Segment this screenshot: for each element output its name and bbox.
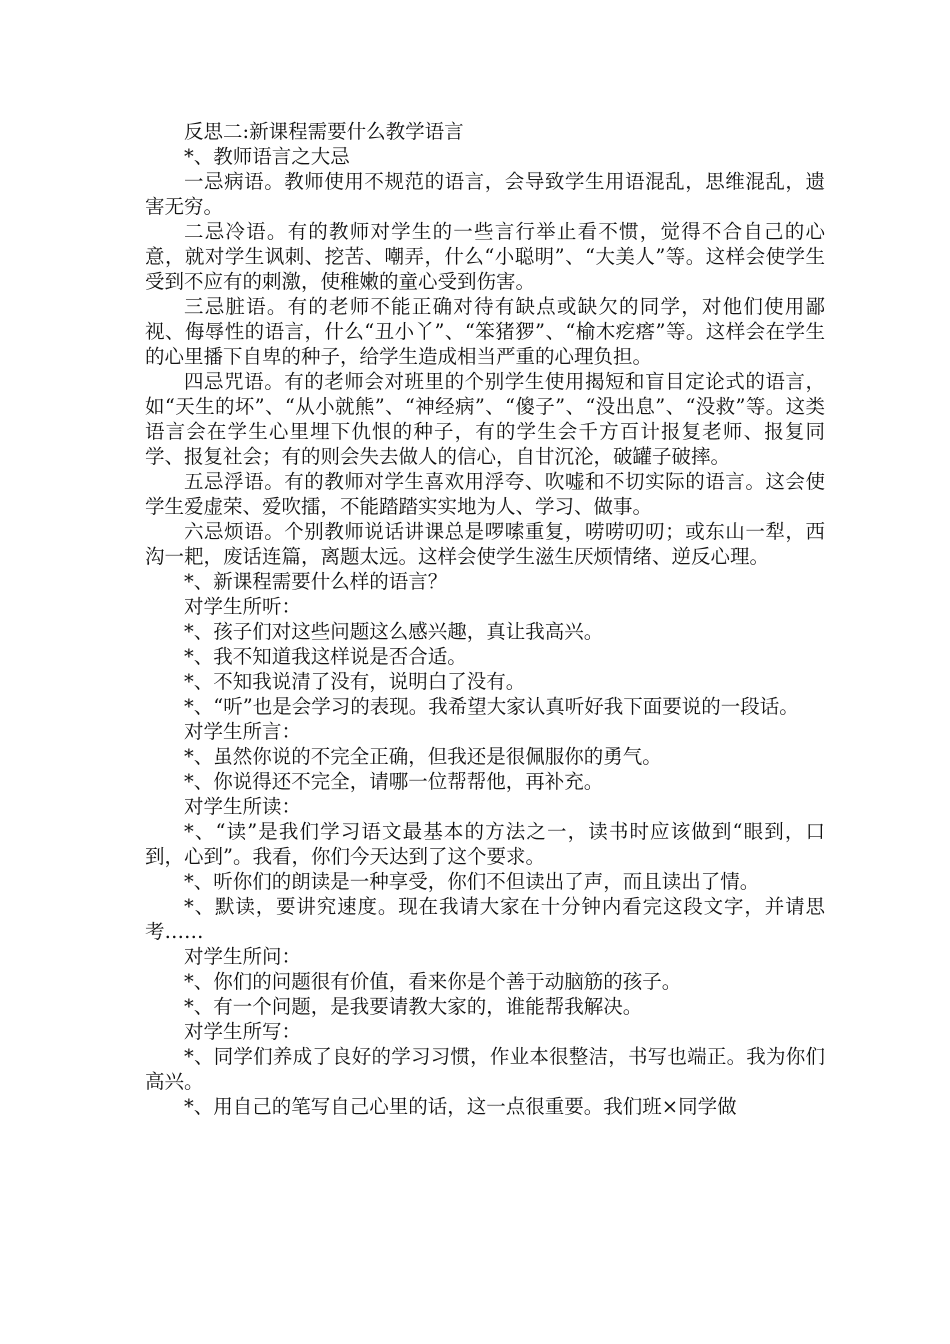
list-item: *、虽然你说的不完全正确，但我还是很佩服你的勇气。 (184, 745, 662, 768)
list-item: *、默读，要讲究速度。现在我请大家在十分钟内看完这段文字，并请思考…… (145, 895, 825, 943)
list-item: *、有一个问题，是我要请教大家的，谁能帮我解决。 (184, 995, 643, 1018)
section-heading: *、新课程需要什么样的语言？ (184, 570, 448, 593)
section-title: 反思二:新课程需要什么教学语言 (184, 120, 464, 143)
paragraph: 一忌病语。教师使用不规范的语言，会导致学生用语混乱，思维混乱，遗害无穷。 (145, 170, 825, 218)
section-heading: *、教师语言之大忌 (184, 145, 350, 168)
paragraph: 三忌脏语。有的老师不能正确对待有缺点或缺欠的同学，对他们使用鄙视、侮辱性的语言，什么“丑小丫”、“笨猪猡”、“榆木疙瘩”等。这样会在学生的心里播下自卑的种子，给学生造成相当严重的心理负担。 (145, 295, 825, 368)
paragraph: 四忌咒语。有的老师会对班里的个别学生使用揭短和盲目定论式的语言，如“天生的坏”、“从小就熊”、“神经病”、“傻子”、“没出息”、“没救”等。这类语言会在学生心里埋下仇恨的种子，有的学生会千方百计报复老师、报复同学、报复社会；有的则会失去做人的信心，自甘沉沦，破罐子破摔。 (145, 370, 825, 468)
list-item: *、不知我说清了没有，说明白了没有。 (184, 670, 526, 693)
paragraph: 二忌冷语。有的教师对学生的一些言行举止看不惯，觉得不合自己的心意，就对学生讽刺、挖苦、嘲弄，什么“小聪明”、“大美人”等。这样会使学生受到不应有的刺激，使稚嫩的童心受到伤害。 (145, 220, 825, 293)
paragraph: 六忌烦语。个别教师说话讲课总是啰嗦重复，唠唠叨叨；或东山一犁，西沟一耙，废话连篇，离题太远。这样会使学生滋生厌烦情绪、逆反心理。 (145, 520, 825, 568)
list-item: *、用自己的笔写自己心里的话，这一点很重要。我们班×同学做 (184, 1095, 737, 1118)
list-item: *、“听”也是会学习的表现。我希望大家认真听好我下面要说的一段话。 (184, 695, 799, 718)
paragraph: 五忌浮语。有的教师对学生喜欢用浮夸、吹嘘和不切实际的语言。这会使学生爱虚荣、爱吹擂，不能踏踏实实地为人、学习、做事。 (145, 470, 825, 518)
subheading: 对学生所言： (184, 720, 302, 743)
list-item: *、同学们养成了良好的学习习惯，作业本很整洁，书写也端正。我为你们高兴。 (145, 1045, 825, 1093)
subheading: 对学生所写： (184, 1020, 302, 1043)
subheading: 对学生所听： (184, 595, 302, 618)
list-item: *、“读”是我们学习语文最基本的方法之一，读书时应该做到“眼到，口到，心到”。我看，你们今天达到了这个要求。 (145, 820, 825, 868)
subheading: 对学生所读： (184, 795, 302, 818)
list-item: *、你说得还不完全，请哪一位帮帮他，再补充。 (184, 770, 604, 793)
list-item: *、你们的问题很有价值，看来你是个善于动脑筋的孩子。 (184, 970, 682, 993)
list-item: *、听你们的朗读是一种享受，你们不但读出了声，而且读出了情。 (184, 870, 760, 893)
document-body (145, 119, 825, 1119)
subheading: 对学生所问： (184, 945, 302, 968)
list-item: *、孩子们对这些问题这么感兴趣，真让我高兴。 (184, 620, 604, 643)
list-item: *、我不知道我这样说是否合适。 (184, 645, 467, 668)
